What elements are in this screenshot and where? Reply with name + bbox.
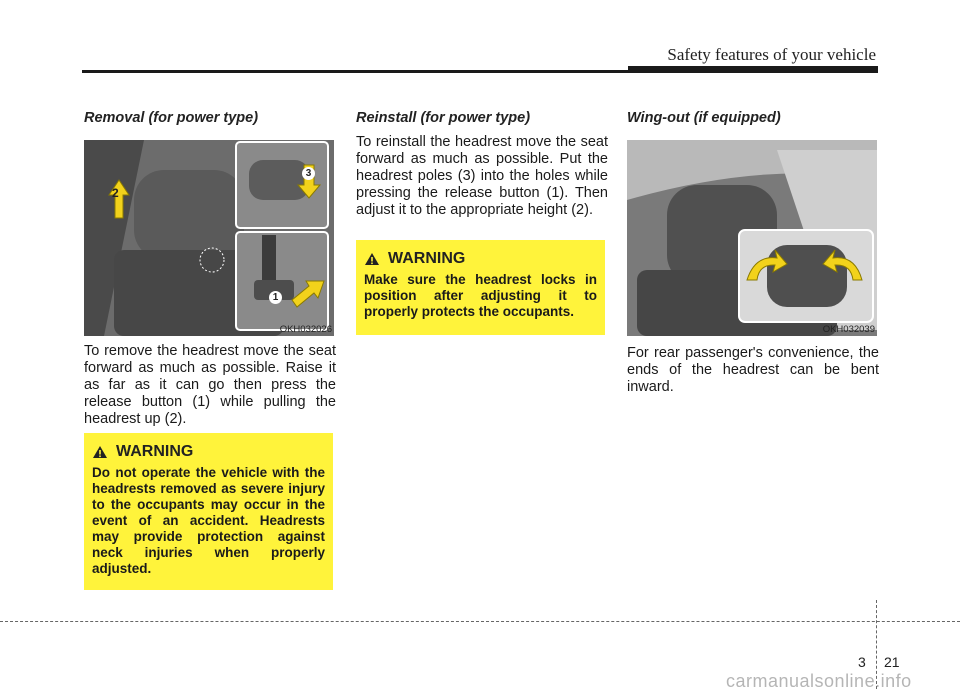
warning-triangle-icon [92, 445, 108, 459]
heading-wing-out: Wing-out (if equipped) [627, 110, 781, 126]
body-removal: To remove the headrest move the seat forward as much as possible. Raise it as far as it can go then press the release button (1) while pulling the headrest up (2). [84, 343, 336, 427]
page-number: 21 [884, 654, 900, 670]
body-wing-out: For rear passenger's convenience, the ends of the headrest can be bent inward. [627, 345, 879, 395]
label-2: 2 [112, 186, 119, 200]
warning-triangle-icon [364, 252, 380, 266]
image-code-wing-out: OKH032039 [822, 324, 875, 335]
heading-reinstall: Reinstall (for power type) [356, 110, 531, 126]
header-tab [628, 66, 878, 72]
wing-out-photo [627, 140, 877, 336]
warning-box-removal [84, 433, 333, 590]
label-1: 1 [269, 291, 282, 304]
warning-text: Do not operate the vehicle with the headrests removed as severe injury to the occupants may occur in the event of an accident. Headrests may provide protection against neck injuries when properly adjusted. [92, 465, 325, 576]
watermark: carmanualsonline.info [726, 671, 912, 691]
removal-illustration [84, 140, 334, 336]
chapter-number: 3 [858, 654, 866, 670]
label-3: 3 [302, 167, 315, 180]
warning-title: WARNING [116, 443, 194, 460]
heading-removal: Removal (for power type) [84, 110, 259, 126]
warning-text: Make sure the headrest locks in position after adjusting it to properly protects the occupants. [364, 272, 597, 319]
section-title: Safety features of your vehicle [667, 45, 876, 64]
body-reinstall: To reinstall the headrest move the seat forward as much as possible. Put the headrest poles (3) into the holes while pressing the release button (1). Then adjust it to the appropriate height (2). [356, 134, 608, 218]
warning-title: WARNING [388, 250, 466, 267]
image-code-removal: OKH032026 [279, 324, 332, 335]
removal-photo [84, 140, 334, 336]
column-reinstall [356, 110, 608, 219]
wing-out-illustration [627, 140, 877, 336]
column-wing-out [627, 110, 879, 396]
column-removal [84, 110, 336, 428]
warning-box-reinstall [356, 240, 605, 335]
footer-rule [0, 621, 960, 622]
